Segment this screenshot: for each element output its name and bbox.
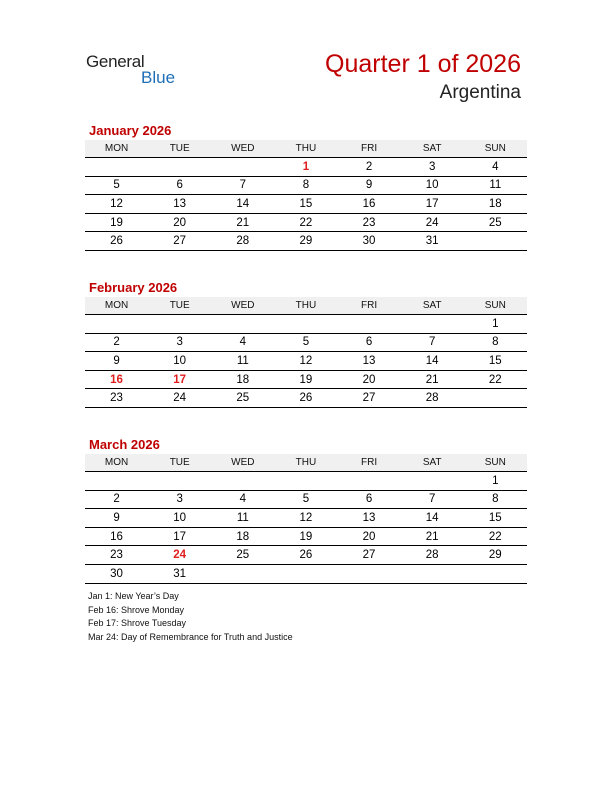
- calendar-date: 13: [362, 354, 376, 367]
- weekday-label: FRI: [361, 457, 378, 468]
- calendar-date: 15: [299, 197, 313, 210]
- weekday-label: MON: [104, 300, 129, 311]
- calendar-date: 10: [173, 511, 187, 524]
- calendar-date: 24: [173, 392, 187, 405]
- holiday-date: 16: [110, 373, 123, 386]
- calendar-date: 23: [110, 549, 123, 562]
- calendar-date: 31: [425, 235, 439, 248]
- calendar-date: 11: [236, 354, 249, 367]
- calendar-date: 3: [176, 493, 183, 506]
- weekday-label: SUN: [484, 143, 506, 154]
- page-title: Quarter 1 of 2026: [325, 50, 521, 78]
- calendar-date: 19: [299, 530, 313, 543]
- holiday-note: Feb 16: Shrove Monday: [88, 604, 185, 615]
- weekday-label: MON: [104, 143, 129, 154]
- calendar-date: 6: [365, 493, 373, 506]
- logo-word-general: General: [86, 52, 145, 71]
- calendar-date: 1: [492, 317, 499, 330]
- holiday-date: 17: [173, 373, 187, 386]
- week-row: [85, 213, 527, 232]
- calendar-date: 6: [176, 179, 183, 192]
- calendar-date: 23: [362, 216, 376, 229]
- calendar-date: 12: [299, 511, 313, 524]
- calendar-date: 14: [425, 354, 439, 367]
- calendar-date: 3: [428, 160, 436, 173]
- week-row: [85, 314, 527, 333]
- calendar-date: 26: [299, 392, 313, 405]
- week-row: [85, 490, 527, 509]
- calendar-date: 25: [236, 549, 250, 562]
- weekday-label: SUN: [484, 457, 506, 468]
- generalblue-logo: [86, 52, 196, 92]
- calendar-date: 16: [110, 530, 123, 543]
- month-title: January 2026: [89, 123, 172, 138]
- weekday-label: WED: [231, 143, 255, 154]
- weekday-label: TUE: [169, 457, 190, 468]
- calendar-date: 20: [362, 373, 376, 386]
- calendar-date: 2: [113, 336, 120, 349]
- calendar-date: 29: [488, 549, 502, 562]
- weekday-label: THU: [295, 143, 317, 154]
- calendar-date: 31: [173, 567, 187, 580]
- weekday-header: [85, 140, 527, 157]
- calendar-date: 7: [428, 493, 436, 506]
- calendar-date: 21: [425, 530, 439, 543]
- calendar-date: 25: [236, 392, 250, 405]
- calendar-date: 11: [489, 179, 502, 192]
- weekday-label: SAT: [422, 300, 442, 311]
- calendar-date: 24: [425, 216, 439, 229]
- weekday-label: FRI: [361, 300, 378, 311]
- calendar-date: 26: [299, 549, 313, 562]
- week-row: [85, 157, 527, 176]
- weekday-header: [85, 297, 527, 314]
- calendar-date: 22: [299, 216, 313, 229]
- calendar-date: 29: [299, 235, 313, 248]
- calendar-date: 19: [110, 216, 123, 229]
- week-row: [85, 370, 527, 389]
- holiday-note: Mar 24: Day of Remembrance for Truth and Justice: [88, 631, 293, 642]
- calendar-date: 6: [365, 336, 373, 349]
- calendar-date: 23: [110, 392, 123, 405]
- calendar-date: 27: [362, 549, 376, 562]
- holiday-date: 24: [173, 549, 187, 562]
- calendar-date: 8: [302, 179, 310, 192]
- calendar-date: 1: [492, 474, 499, 487]
- weekday-label: SUN: [484, 300, 506, 311]
- calendar-date: 2: [365, 160, 373, 173]
- calendar-date: 10: [425, 179, 439, 192]
- calendar-date: 9: [113, 354, 120, 367]
- holiday-note: Jan 1: New Year’s Day: [88, 591, 179, 601]
- calendar-date: 14: [236, 197, 250, 210]
- weekday-label: SAT: [422, 457, 442, 468]
- week-row: [85, 508, 527, 527]
- calendar-date: 16: [362, 197, 376, 210]
- calendar-date: 13: [173, 197, 187, 210]
- calendar-date: 15: [488, 354, 502, 367]
- calendar-date: 5: [302, 336, 310, 349]
- calendar-date: 18: [236, 530, 250, 543]
- calendar-date: 20: [362, 530, 376, 543]
- weekday-label: WED: [231, 300, 255, 311]
- calendar-date: 30: [110, 567, 123, 580]
- weekday-label: TUE: [169, 143, 190, 154]
- calendar-date: 5: [113, 179, 120, 192]
- month-title: February 2026: [89, 280, 178, 295]
- calendar-date: 21: [236, 216, 250, 229]
- calendar-date: 2: [113, 493, 120, 506]
- calendar-date: 8: [492, 336, 499, 349]
- calendar-date: 7: [428, 336, 436, 349]
- calendar-date: 5: [302, 493, 310, 506]
- month-title: March 2026: [89, 437, 160, 452]
- calendar-date: 25: [488, 216, 502, 229]
- calendar-date: 4: [492, 160, 499, 173]
- calendar-date: 17: [425, 197, 439, 210]
- calendar-date: 8: [492, 493, 499, 506]
- week-row: [85, 545, 527, 564]
- calendar-date: 7: [239, 179, 247, 192]
- calendar-date: 17: [173, 530, 187, 543]
- calendar-date: 3: [176, 336, 183, 349]
- calendar-date: 28: [236, 235, 250, 248]
- weekday-label: TUE: [169, 300, 190, 311]
- month-february: [85, 279, 527, 408]
- weekday-label: SAT: [422, 143, 442, 154]
- calendar-date: 30: [362, 235, 376, 248]
- calendar-date: 15: [488, 511, 502, 524]
- calendar-date: 19: [299, 373, 313, 386]
- week-row: [85, 231, 527, 251]
- calendar-date: 14: [425, 511, 439, 524]
- weekday-label: THU: [295, 300, 317, 311]
- holiday-notes: [88, 590, 293, 644]
- calendar-date: 12: [299, 354, 313, 367]
- weekday-label: THU: [295, 457, 317, 468]
- week-row: [85, 388, 527, 408]
- week-row: [85, 176, 527, 195]
- week-row: [85, 564, 527, 584]
- calendar-date: 12: [110, 197, 123, 210]
- month-march: [85, 436, 527, 584]
- holiday-note: Feb 17: Shrove Tuesday: [88, 618, 187, 629]
- calendar-date: 20: [173, 216, 187, 229]
- week-row: [85, 527, 527, 546]
- weekday-label: WED: [231, 457, 255, 468]
- calendar-date: 13: [362, 511, 376, 524]
- calendar-date: 22: [488, 373, 502, 386]
- week-row: [85, 471, 527, 490]
- week-row: [85, 333, 527, 352]
- calendar-date: 10: [173, 354, 187, 367]
- calendar-date: 22: [488, 530, 502, 543]
- logo-word-blue: Blue: [141, 68, 176, 87]
- calendar-date: 28: [425, 392, 439, 405]
- week-row: [85, 351, 527, 370]
- calendar-date: 27: [362, 392, 376, 405]
- calendar-date: 27: [173, 235, 187, 248]
- month-january: [85, 122, 527, 251]
- calendar-date: 18: [236, 373, 250, 386]
- calendar-date: 21: [425, 373, 439, 386]
- calendar-date: 11: [236, 511, 249, 524]
- calendar-date: 9: [365, 179, 373, 192]
- calendar-date: 9: [113, 511, 120, 524]
- calendar-date: 28: [425, 549, 439, 562]
- holiday-date: 1: [302, 160, 310, 173]
- calendar-date: 18: [488, 197, 502, 210]
- calendar-date: 4: [239, 493, 247, 506]
- country-name: Argentina: [439, 82, 521, 103]
- calendar-date: 4: [239, 336, 247, 349]
- weekday-label: FRI: [361, 143, 378, 154]
- week-row: [85, 194, 527, 213]
- weekday-header: [85, 454, 527, 471]
- calendar-date: 26: [110, 235, 123, 248]
- weekday-label: MON: [104, 457, 129, 468]
